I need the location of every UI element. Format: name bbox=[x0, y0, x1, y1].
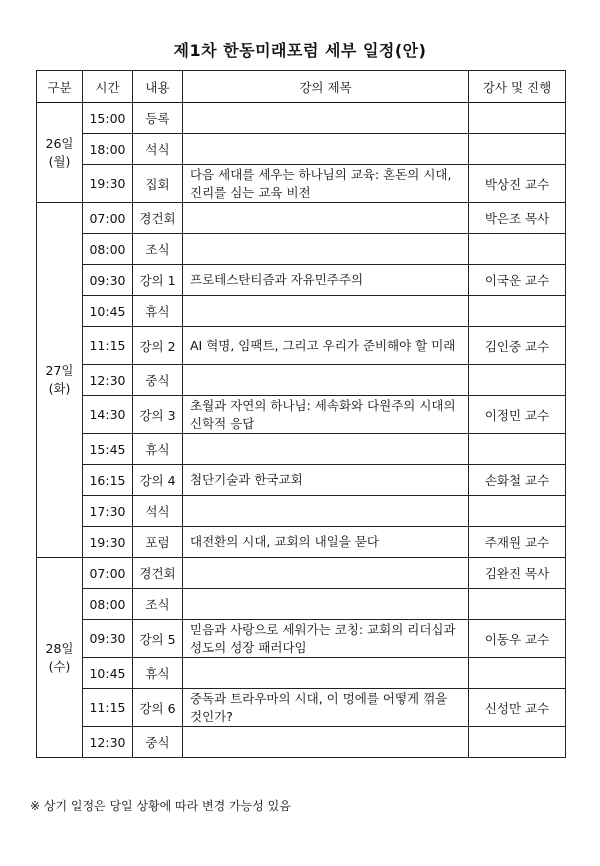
table-row bbox=[37, 165, 566, 203]
content-cell: 휴식 bbox=[133, 296, 183, 327]
speaker-cell bbox=[469, 103, 566, 134]
time-cell: 07:00 bbox=[83, 203, 133, 234]
content-cell: 강의 2 bbox=[133, 327, 183, 365]
table-row bbox=[37, 327, 566, 365]
content-cell: 경건회 bbox=[133, 203, 183, 234]
content-cell: 휴식 bbox=[133, 434, 183, 465]
header-content: 내용 bbox=[133, 71, 183, 103]
table-row bbox=[37, 658, 566, 689]
time-cell: 11:15 bbox=[83, 689, 133, 727]
speaker-cell bbox=[469, 365, 566, 396]
time-cell: 08:00 bbox=[83, 589, 133, 620]
speaker-cell bbox=[469, 296, 566, 327]
lecture-title-cell: 중독과 트라우마의 시대, 이 멍에를 어떻게 꺾을 것인가? bbox=[183, 689, 469, 727]
speaker-cell: 이정민 교수 bbox=[469, 396, 566, 434]
table-row bbox=[37, 134, 566, 165]
time-cell: 15:45 bbox=[83, 434, 133, 465]
time-cell: 09:30 bbox=[83, 265, 133, 296]
lecture-title-cell: 초월과 자연의 하나님: 세속화와 다원주의 시대의 신학적 응답 bbox=[183, 396, 469, 434]
day-label: 26일 (월) bbox=[37, 103, 83, 203]
speaker-cell bbox=[469, 134, 566, 165]
speaker-cell: 박은조 목사 bbox=[469, 203, 566, 234]
time-cell: 11:15 bbox=[83, 327, 133, 365]
speaker-cell: 신성만 교수 bbox=[469, 689, 566, 727]
time-cell: 12:30 bbox=[83, 365, 133, 396]
content-cell: 강의 5 bbox=[133, 620, 183, 658]
lecture-title-cell bbox=[183, 134, 469, 165]
table-row bbox=[37, 203, 566, 234]
table-row bbox=[37, 103, 566, 134]
time-cell: 10:45 bbox=[83, 658, 133, 689]
content-cell: 경건회 bbox=[133, 558, 183, 589]
time-cell: 12:30 bbox=[83, 727, 133, 758]
time-cell: 08:00 bbox=[83, 234, 133, 265]
content-cell: 중식 bbox=[133, 365, 183, 396]
speaker-cell: 김인중 교수 bbox=[469, 327, 566, 365]
speaker-cell bbox=[469, 658, 566, 689]
lecture-title-cell bbox=[183, 234, 469, 265]
table-row bbox=[37, 689, 566, 727]
speaker-cell: 손화철 교수 bbox=[469, 465, 566, 496]
table-row bbox=[37, 234, 566, 265]
header-time: 시간 bbox=[83, 71, 133, 103]
header-speaker: 강사 및 진행 bbox=[469, 71, 566, 103]
lecture-title-cell bbox=[183, 589, 469, 620]
table-row bbox=[37, 265, 566, 296]
speaker-cell: 이동우 교수 bbox=[469, 620, 566, 658]
content-cell: 중식 bbox=[133, 727, 183, 758]
time-cell: 17:30 bbox=[83, 496, 133, 527]
content-cell: 조식 bbox=[133, 589, 183, 620]
lecture-title-cell bbox=[183, 365, 469, 396]
speaker-cell bbox=[469, 589, 566, 620]
table-row bbox=[37, 396, 566, 434]
lecture-title-cell bbox=[183, 203, 469, 234]
day-label: 27일 (화) bbox=[37, 203, 83, 558]
content-cell: 석식 bbox=[133, 496, 183, 527]
time-cell: 19:30 bbox=[83, 527, 133, 558]
table-row bbox=[37, 620, 566, 658]
content-cell: 강의 1 bbox=[133, 265, 183, 296]
time-cell: 18:00 bbox=[83, 134, 133, 165]
table-row bbox=[37, 434, 566, 465]
speaker-cell bbox=[469, 727, 566, 758]
table-row bbox=[37, 365, 566, 396]
lecture-title-cell bbox=[183, 558, 469, 589]
content-cell: 석식 bbox=[133, 134, 183, 165]
lecture-title-cell bbox=[183, 496, 469, 527]
header-row bbox=[37, 71, 566, 103]
table-row bbox=[37, 527, 566, 558]
lecture-title-cell bbox=[183, 103, 469, 134]
time-cell: 15:00 bbox=[83, 103, 133, 134]
header-category: 구분 bbox=[37, 71, 83, 103]
schedule-body bbox=[37, 103, 566, 758]
lecture-title-cell bbox=[183, 727, 469, 758]
lecture-title-cell bbox=[183, 658, 469, 689]
speaker-cell bbox=[469, 496, 566, 527]
time-cell: 14:30 bbox=[83, 396, 133, 434]
speaker-cell: 박상진 교수 bbox=[469, 165, 566, 203]
speaker-cell bbox=[469, 234, 566, 265]
speaker-cell bbox=[469, 434, 566, 465]
table-row bbox=[37, 727, 566, 758]
table-row bbox=[37, 558, 566, 589]
content-cell: 휴식 bbox=[133, 658, 183, 689]
time-cell: 09:30 bbox=[83, 620, 133, 658]
footnote: ※ 상기 일정은 당일 상황에 따라 변경 가능성 있음 bbox=[30, 799, 291, 813]
lecture-title-cell: 믿음과 사랑으로 세워가는 코칭: 교회의 리더십과 성도의 성장 패러다임 bbox=[183, 620, 469, 658]
time-cell: 19:30 bbox=[83, 165, 133, 203]
time-cell: 07:00 bbox=[83, 558, 133, 589]
content-cell: 등록 bbox=[133, 103, 183, 134]
table-row bbox=[37, 465, 566, 496]
page-title: 제1차 한동미래포럼 세부 일정(안) bbox=[173, 41, 427, 60]
lecture-title-cell: 대전환의 시대, 교회의 내일을 묻다 bbox=[183, 527, 469, 558]
lecture-title-cell: 프로테스탄티즘과 자유민주주의 bbox=[183, 265, 469, 296]
speaker-cell: 주재원 교수 bbox=[469, 527, 566, 558]
lecture-title-cell: AI 혁명, 임팩트, 그리고 우리가 준비해야 할 미래 bbox=[183, 327, 469, 365]
time-cell: 10:45 bbox=[83, 296, 133, 327]
schedule-table bbox=[36, 70, 566, 758]
content-cell: 조식 bbox=[133, 234, 183, 265]
table-row bbox=[37, 496, 566, 527]
lecture-title-cell: 첨단기술과 한국교회 bbox=[183, 465, 469, 496]
header-lecture-title: 강의 제목 bbox=[183, 71, 469, 103]
speaker-cell: 김완진 목사 bbox=[469, 558, 566, 589]
speaker-cell: 이국운 교수 bbox=[469, 265, 566, 296]
content-cell: 강의 4 bbox=[133, 465, 183, 496]
content-cell: 강의 3 bbox=[133, 396, 183, 434]
lecture-title-cell: 다음 세대를 세우는 하나님의 교육: 혼돈의 시대, 진리를 심는 교육 비전 bbox=[183, 165, 469, 203]
content-cell: 강의 6 bbox=[133, 689, 183, 727]
day-label: 28일 (수) bbox=[37, 558, 83, 758]
content-cell: 집회 bbox=[133, 165, 183, 203]
table-row bbox=[37, 296, 566, 327]
table-row bbox=[37, 589, 566, 620]
content-cell: 포럼 bbox=[133, 527, 183, 558]
time-cell: 16:15 bbox=[83, 465, 133, 496]
lecture-title-cell bbox=[183, 296, 469, 327]
lecture-title-cell bbox=[183, 434, 469, 465]
